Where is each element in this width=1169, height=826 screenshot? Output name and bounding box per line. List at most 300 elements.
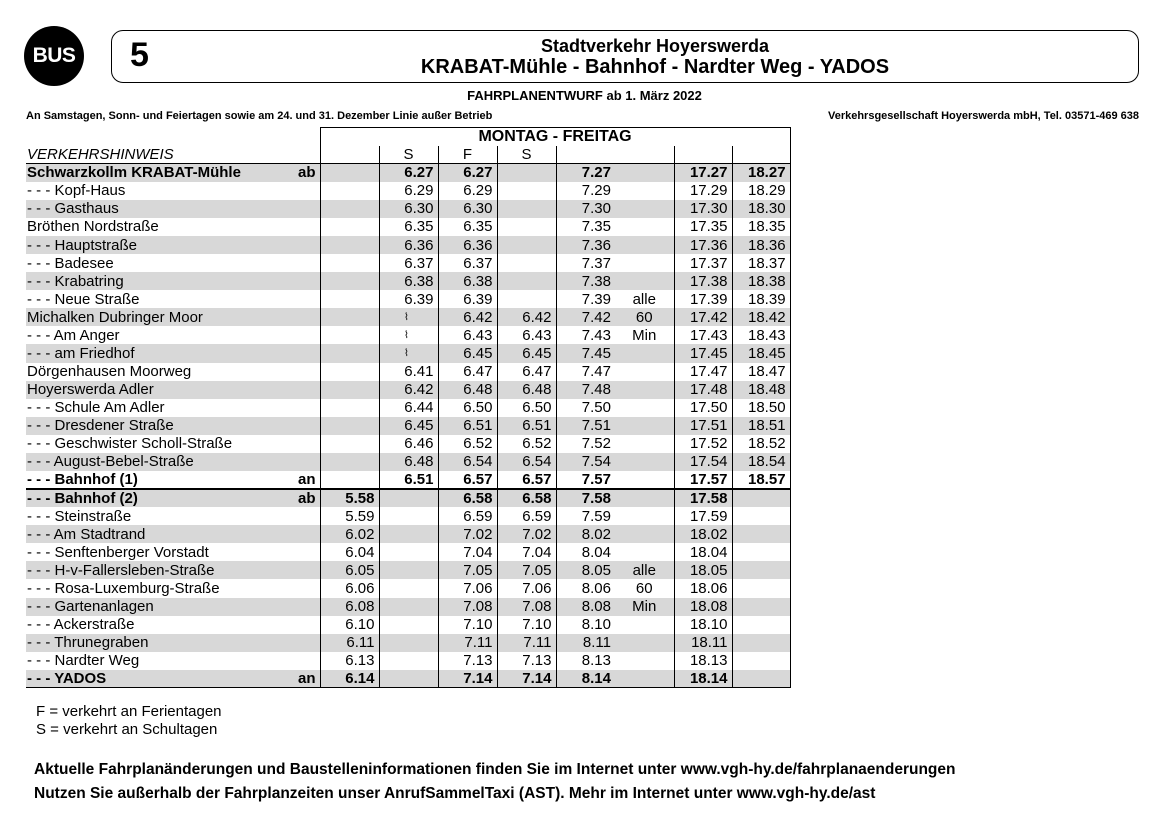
stop-name: - - - Schule Am Adler [27, 399, 165, 417]
time-cell: 6.47 [438, 363, 497, 381]
stop-name: - - - Am Stadtrand [26, 525, 296, 543]
time-cell: 7.54 [556, 453, 615, 471]
time-cell: 7.30 [556, 200, 615, 218]
time-cell: 7.57 [556, 471, 615, 489]
time-cell: 7.43 [556, 326, 615, 344]
time-cell [615, 164, 674, 182]
time-cell: 6.04 [320, 543, 379, 561]
stop-suffix [296, 525, 320, 543]
time-cell [497, 272, 556, 290]
time-cell [320, 453, 379, 471]
time-cell: 5.59 [320, 507, 379, 525]
time-cell [615, 218, 674, 236]
time-cell: 5.58 [320, 489, 379, 507]
stop-suffix [296, 598, 320, 616]
time-cell: 7.52 [556, 435, 615, 453]
table-row [26, 381, 790, 399]
time-cell [497, 254, 556, 272]
time-cell [615, 435, 674, 453]
day-type-header: MONTAG - FREITAG [320, 128, 790, 146]
stop-suffix [296, 308, 320, 326]
time-cell: 7.42 [556, 308, 615, 326]
stop-suffix [296, 344, 320, 362]
service-notice: An Samstagen, Sonn- und Feiertagen sowie am 24. und 31. Dezember Linie außer Betrieb [26, 110, 493, 122]
time-cell: 6.05 [320, 561, 379, 579]
time-cell: 17.38 [674, 272, 732, 290]
trip-marker: F [438, 146, 497, 164]
table-row [26, 363, 790, 381]
time-cell: 7.36 [556, 236, 615, 254]
time-cell: 18.27 [732, 164, 790, 182]
time-cell [379, 579, 438, 597]
time-cell: 17.52 [674, 435, 732, 453]
stop-suffix: an [296, 471, 320, 489]
time-cell [615, 399, 674, 417]
time-cell: 7.05 [438, 561, 497, 579]
time-cell: 6.54 [497, 453, 556, 471]
time-cell: 6.30 [379, 200, 438, 218]
time-cell: 7.58 [556, 489, 615, 507]
stop-suffix [296, 435, 320, 453]
time-cell: 6.38 [379, 272, 438, 290]
time-cell: 6.06 [320, 579, 379, 597]
time-cell: 17.43 [674, 326, 732, 344]
legend-item-s: S = verkehrt an Schultagen [36, 721, 218, 738]
time-cell [379, 598, 438, 616]
stop-name: - - - Am Anger [27, 326, 120, 344]
time-cell: 8.10 [556, 616, 615, 634]
table-row [26, 579, 790, 597]
time-cell: 8.04 [556, 543, 615, 561]
time-cell: 18.02 [674, 525, 732, 543]
time-cell: 17.30 [674, 200, 732, 218]
stop-suffix [296, 507, 320, 525]
time-cell: 18.50 [732, 399, 790, 417]
stop-name: Schwarzkollm KRABAT-Mühle [26, 164, 296, 182]
time-cell: 7.48 [556, 381, 615, 399]
time-cell: 6.29 [438, 182, 497, 200]
bus-logo-icon [24, 26, 84, 86]
time-cell: 17.51 [674, 417, 732, 435]
stop-name: - - - Rosa-Luxemburg-Straße [27, 579, 220, 597]
time-cell [615, 616, 674, 634]
time-cell: 6.35 [379, 218, 438, 236]
stop-suffix [296, 652, 320, 670]
time-cell [497, 236, 556, 254]
stop-name: - - - Dresdener Straße [26, 417, 296, 435]
time-cell: 18.14 [674, 670, 732, 688]
time-cell [615, 381, 674, 399]
time-cell [615, 543, 674, 561]
time-cell: 7.37 [556, 254, 615, 272]
stop-suffix [296, 326, 320, 344]
stop-name: - - - Krabatring [26, 272, 296, 290]
trip-marker: S [379, 146, 438, 164]
table-row [26, 236, 790, 254]
time-cell [615, 344, 674, 362]
time-cell: 17.54 [674, 453, 732, 471]
table-row [26, 435, 790, 453]
time-cell [615, 471, 674, 489]
time-cell: 8.13 [556, 652, 615, 670]
time-cell: 17.39 [674, 290, 732, 308]
time-cell: 7.02 [497, 525, 556, 543]
legend [36, 703, 222, 739]
time-cell: 8.05 [556, 561, 615, 579]
time-cell: 18.43 [732, 326, 790, 344]
stop-suffix: ab [296, 489, 320, 507]
time-cell: 18.36 [732, 236, 790, 254]
time-cell [615, 417, 674, 435]
table-row [26, 164, 790, 182]
time-cell: 18.57 [732, 471, 790, 489]
time-cell: 7.08 [497, 598, 556, 616]
hinweis-row [26, 146, 790, 164]
stop-name: - - - Geschwister Scholl-Straße [27, 435, 233, 453]
time-cell: 7.35 [556, 218, 615, 236]
time-cell: 18.10 [674, 616, 732, 634]
time-cell: 7.10 [438, 616, 497, 634]
time-cell [497, 164, 556, 182]
company-info: Verkehrsgesellschaft Hoyerswerda mbH, Tel. 03571-469 638 [827, 110, 1139, 122]
operator-title: Stadtverkehr Hoyerswerda [540, 36, 770, 56]
time-cell: 18.38 [732, 272, 790, 290]
stop-name: Hoyerswerda Adler [26, 381, 296, 399]
time-cell [615, 507, 674, 525]
time-cell: 7.13 [497, 652, 556, 670]
time-cell [615, 670, 674, 688]
time-cell: 7.38 [556, 272, 615, 290]
table-row [26, 272, 790, 290]
table-row [26, 489, 790, 507]
time-cell: 6.39 [438, 290, 497, 308]
time-cell: 6.52 [497, 435, 556, 453]
time-cell: 6.52 [438, 435, 497, 453]
time-cell: 18.52 [732, 435, 790, 453]
stop-suffix [296, 381, 320, 399]
trip-marker [615, 146, 674, 164]
stop-suffix [296, 363, 320, 381]
time-cell [732, 507, 790, 525]
time-cell: 6.36 [379, 236, 438, 254]
table-row [26, 326, 790, 344]
time-cell [320, 435, 379, 453]
time-cell: 6.58 [497, 489, 556, 507]
time-cell: 6.59 [438, 507, 497, 525]
time-cell: 6.48 [497, 381, 556, 399]
time-cell [732, 525, 790, 543]
time-cell: 6.54 [438, 453, 497, 471]
stop-name: - - - Badesee [27, 254, 114, 272]
table-row [26, 290, 790, 308]
time-cell: ⌇ [379, 308, 438, 326]
time-cell: Min [632, 326, 657, 344]
time-cell [320, 164, 379, 182]
footer [34, 758, 956, 806]
time-cell: 18.11 [674, 634, 732, 652]
table-row [26, 254, 790, 272]
time-cell: 18.35 [732, 218, 790, 236]
table-row [26, 200, 790, 218]
stop-suffix [296, 543, 320, 561]
stop-suffix [296, 634, 320, 652]
table-row [26, 652, 790, 670]
trip-marker [674, 146, 732, 164]
time-cell: 18.48 [732, 381, 790, 399]
bus-logo-text: BUS [32, 44, 76, 67]
stop-suffix [296, 218, 320, 236]
time-cell: 18.06 [674, 579, 732, 597]
time-cell: 18.45 [732, 344, 790, 362]
time-cell [732, 652, 790, 670]
time-cell: 6.43 [497, 326, 556, 344]
time-cell: 18.08 [674, 598, 732, 616]
time-cell: 6.39 [379, 290, 438, 308]
stop-name: Bröthen Nordstraße [27, 218, 159, 236]
time-cell [379, 525, 438, 543]
time-cell: 18.30 [732, 200, 790, 218]
time-cell [615, 453, 674, 471]
stop-suffix [296, 417, 320, 435]
time-cell: 6.14 [320, 670, 379, 688]
time-cell: 8.06 [556, 579, 615, 597]
time-cell: 7.50 [556, 399, 615, 417]
time-cell: 6.50 [497, 399, 556, 417]
stop-suffix [296, 200, 320, 218]
time-cell: 6.38 [438, 272, 497, 290]
stop-name: - - - Steinstraße [27, 507, 132, 525]
stop-suffix: ab [296, 164, 320, 182]
time-cell: 17.37 [674, 254, 732, 272]
time-cell: 6.51 [497, 417, 556, 435]
time-cell [732, 579, 790, 597]
time-cell: 7.06 [497, 579, 556, 597]
time-cell: 7.51 [556, 417, 615, 435]
table-row [26, 453, 790, 471]
time-cell [320, 200, 379, 218]
stop-name: - - - Bahnhof (1) [26, 471, 296, 489]
time-cell: 6.48 [438, 381, 497, 399]
stop-name: - - - Hauptstraße [26, 236, 296, 254]
time-cell [320, 290, 379, 308]
stop-suffix [296, 579, 320, 597]
table-row [26, 525, 790, 543]
time-cell [615, 634, 674, 652]
time-cell [320, 417, 379, 435]
stop-suffix [296, 272, 320, 290]
time-cell [732, 634, 790, 652]
time-cell: 7.14 [497, 670, 556, 688]
time-cell [379, 489, 438, 507]
time-cell [732, 543, 790, 561]
time-cell [320, 308, 379, 326]
time-cell: 6.59 [497, 507, 556, 525]
time-cell [320, 272, 379, 290]
stop-suffix [296, 236, 320, 254]
stop-suffix [296, 399, 320, 417]
trip-marker: S [497, 146, 556, 164]
time-cell: 7.11 [497, 634, 556, 652]
time-cell: 8.02 [556, 525, 615, 543]
time-cell: 60 [615, 308, 674, 326]
time-cell: 6.30 [438, 200, 497, 218]
timetable-body [26, 128, 790, 688]
time-cell [379, 670, 438, 688]
time-cell: 6.46 [379, 435, 438, 453]
time-cell [732, 598, 790, 616]
time-cell: 6.37 [438, 254, 497, 272]
stop-name: - - - YADOS [26, 670, 296, 688]
time-cell: 18.05 [674, 561, 732, 579]
trip-marker [556, 146, 615, 164]
stop-name: - - - Gasthaus [26, 200, 296, 218]
time-cell [320, 344, 379, 362]
time-cell: 6.27 [379, 164, 438, 182]
time-cell [615, 182, 674, 200]
time-cell: 7.39 [556, 290, 615, 308]
stop-name: - - - am Friedhof [26, 344, 296, 362]
stop-name: Dörgenhausen Moorweg [27, 363, 192, 381]
stop-name: - - - August-Bebel-Straße [26, 453, 296, 471]
time-cell: 60 [635, 579, 653, 597]
table-row [26, 543, 790, 561]
time-cell: 6.41 [379, 363, 438, 381]
time-cell: 17.59 [674, 507, 732, 525]
time-cell [615, 489, 674, 507]
time-cell [379, 507, 438, 525]
time-cell [732, 616, 790, 634]
time-cell: 6.51 [379, 471, 438, 489]
table-row [26, 344, 790, 362]
footer-line-changes: Aktuelle Fahrplanänderungen und Baustelleninformationen finden Sie im Internet unter www.vgh-hy.de/fahrplanaenderungen [34, 761, 956, 778]
stop-name: Michalken Dubringer Moor [26, 308, 296, 326]
time-cell [732, 670, 790, 688]
time-cell: 17.27 [674, 164, 732, 182]
time-cell: 6.08 [320, 598, 379, 616]
time-cell: 6.47 [497, 363, 556, 381]
time-cell: 18.51 [732, 417, 790, 435]
table-row [26, 507, 790, 525]
time-cell [497, 290, 556, 308]
time-cell: 6.11 [320, 634, 379, 652]
route-title: KRABAT-Mühle - Bahnhof - Nardter Weg - YADOS [420, 56, 890, 78]
time-cell: 7.02 [438, 525, 497, 543]
time-cell: 7.47 [556, 363, 615, 381]
stop-name: - - - H-v-Fallersleben-Straße [26, 561, 296, 579]
draft-notice: FAHRPLANENTWURF ab 1. März 2022 [467, 88, 702, 103]
table-row [26, 670, 790, 688]
day-type-row [26, 128, 790, 146]
stop-suffix [296, 561, 320, 579]
table-row [26, 616, 790, 634]
time-cell: 6.43 [438, 326, 497, 344]
time-cell [615, 652, 674, 670]
time-cell [320, 182, 379, 200]
time-cell [379, 543, 438, 561]
time-cell: 6.57 [497, 471, 556, 489]
table-row [26, 218, 790, 236]
time-cell: 7.29 [556, 182, 615, 200]
time-cell: 17.58 [674, 489, 732, 507]
stop-suffix: an [296, 670, 320, 688]
time-cell: 6.42 [379, 381, 438, 399]
trip-marker [320, 146, 379, 164]
time-cell: 8.08 [556, 598, 615, 616]
time-cell [320, 381, 379, 399]
time-cell [732, 561, 790, 579]
time-cell: ⌇ [379, 344, 438, 362]
time-cell: alle [632, 290, 656, 308]
table-row [26, 634, 790, 652]
time-cell [615, 272, 674, 290]
time-cell: 17.29 [674, 182, 732, 200]
stop-name: - - - Senftenberger Vorstadt [27, 543, 209, 561]
stop-suffix [296, 254, 320, 272]
time-cell: 6.13 [320, 652, 379, 670]
time-cell [615, 236, 674, 254]
time-cell [615, 200, 674, 218]
stop-name: - - - Neue Straße [27, 290, 140, 308]
stop-name: - - - Thrunegraben [26, 634, 296, 652]
time-cell: 18.42 [732, 308, 790, 326]
time-cell [379, 634, 438, 652]
time-cell: 6.29 [379, 182, 438, 200]
time-cell: 18.37 [732, 254, 790, 272]
time-cell: 6.35 [438, 218, 497, 236]
header-titles [172, 36, 1138, 78]
time-cell: 17.48 [674, 381, 732, 399]
title-box [111, 30, 1139, 83]
time-cell [379, 652, 438, 670]
time-cell: 7.04 [438, 543, 497, 561]
time-cell: 6.44 [379, 399, 438, 417]
time-cell: 6.57 [438, 471, 497, 489]
time-cell: 7.13 [438, 652, 497, 670]
time-cell: 18.13 [674, 652, 732, 670]
time-cell: 18.04 [674, 543, 732, 561]
time-cell: 18.47 [732, 363, 790, 381]
time-cell: 7.10 [497, 616, 556, 634]
time-cell: 6.37 [379, 254, 438, 272]
time-cell: 7.05 [497, 561, 556, 579]
time-cell: 17.47 [674, 363, 732, 381]
time-cell: 6.02 [320, 525, 379, 543]
trip-marker [732, 146, 790, 164]
table-row [26, 399, 790, 417]
time-cell: 18.39 [732, 290, 790, 308]
time-cell: 6.48 [379, 453, 438, 471]
time-cell: 6.10 [320, 616, 379, 634]
hinweis-label: VERKEHRSHINWEIS [26, 146, 320, 164]
table-row [26, 561, 790, 579]
time-cell [497, 200, 556, 218]
time-cell: 8.11 [556, 634, 615, 652]
legend-item-f: F = verkehrt an Ferientagen [36, 703, 222, 720]
time-cell: 6.50 [438, 399, 497, 417]
time-cell: 6.42 [438, 308, 497, 326]
time-cell [320, 218, 379, 236]
time-cell: 17.57 [674, 471, 732, 489]
table-row [26, 182, 790, 200]
time-cell: 17.42 [674, 308, 732, 326]
time-cell: 6.27 [438, 164, 497, 182]
time-cell [320, 326, 379, 344]
time-cell [320, 471, 379, 489]
time-cell: 17.45 [674, 344, 732, 362]
time-cell [497, 218, 556, 236]
time-cell: 7.08 [438, 598, 497, 616]
stop-name: - - - Kopf-Haus [27, 182, 126, 200]
